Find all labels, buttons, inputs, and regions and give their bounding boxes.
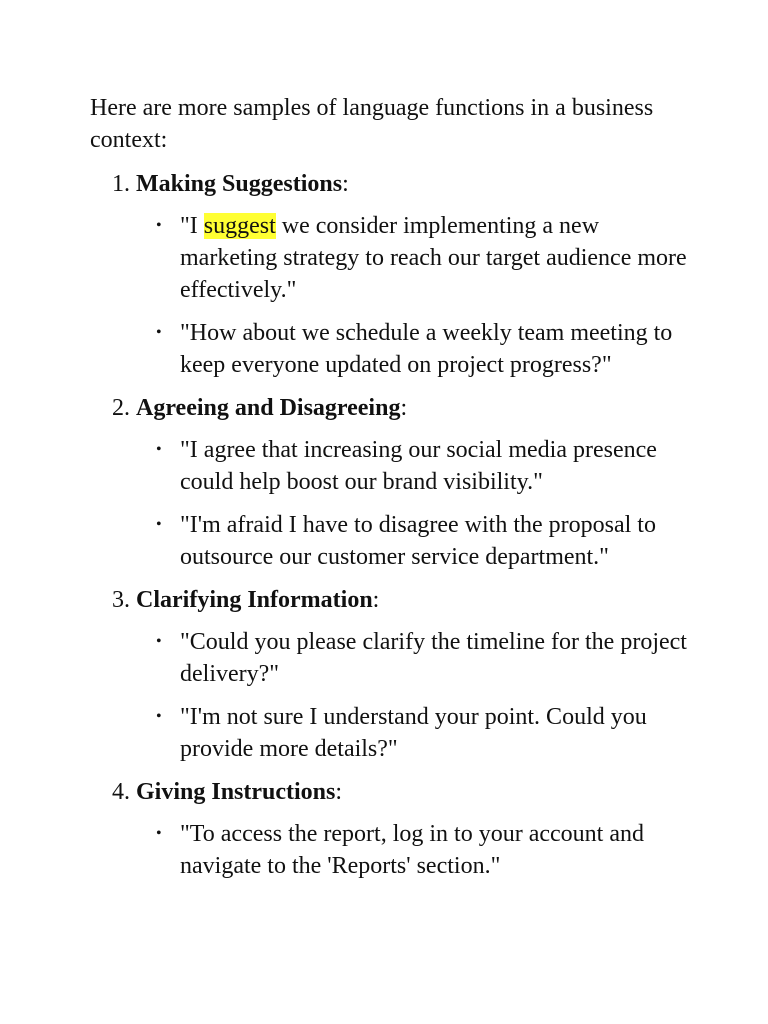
section-heading: [90, 584, 690, 616]
list-item: [90, 818, 690, 882]
list-item: [90, 626, 690, 690]
section-colon: :: [372, 587, 380, 613]
section-number: 3.: [112, 587, 130, 613]
item-text: "I agree that increasing our social media presence could help boost our brand visibility.": [180, 437, 657, 495]
bullet-icon: •: [156, 516, 162, 533]
example-list: [90, 434, 690, 573]
section-colon: :: [335, 779, 343, 805]
list-item: [90, 210, 690, 306]
item-text: "How about we schedule a weekly team meeting to keep everyone updated on project progress?": [180, 320, 673, 378]
section-heading: [90, 776, 690, 808]
item-text: "Could you please clarify the timeline for the project delivery?": [180, 629, 687, 687]
section-title: Clarifying Information: [136, 587, 373, 613]
list-item: [90, 701, 690, 765]
section-heading: [90, 392, 690, 424]
highlighted-word: suggest: [203, 213, 276, 239]
bullet-icon: •: [156, 708, 162, 725]
bullet-icon: •: [156, 217, 162, 234]
section-heading: [90, 168, 690, 200]
section-colon: :: [342, 171, 349, 197]
bullet-icon: •: [156, 441, 162, 458]
item-text: "I'm not sure I understand your point. Could you provide more details?": [180, 704, 647, 762]
document-page: [90, 92, 690, 893]
section-title: Giving Instructions: [136, 779, 336, 805]
example-list: [90, 626, 690, 765]
example-list: [90, 818, 690, 882]
bullet-icon: •: [156, 825, 162, 842]
list-item: [90, 509, 690, 573]
list-item: [90, 317, 690, 381]
section-colon: :: [400, 395, 408, 421]
bullet-icon: •: [156, 324, 162, 341]
section-giving-instructions: [90, 776, 690, 882]
section-title: Making Suggestions: [136, 171, 343, 197]
item-text-after: we consider implementing a new marketing strategy to reach our target audience more effectively.": [180, 213, 687, 303]
section-agreeing-disagreeing: [90, 392, 690, 573]
section-number: 4.: [112, 779, 130, 805]
section-making-suggestions: [90, 168, 690, 381]
list-item: [90, 434, 690, 498]
example-list: [90, 210, 690, 381]
intro-paragraph: Here are more samples of language functions in a business context:: [90, 95, 654, 153]
item-text: "I'm afraid I have to disagree with the proposal to outsource our customer service department.": [180, 512, 656, 570]
item-text-before: "I: [180, 213, 204, 239]
section-number: 2.: [112, 395, 130, 421]
section-title: Agreeing and Disagreeing: [136, 395, 401, 421]
item-text: "To access the report, log in to your account and navigate to the 'Reports' section.": [180, 821, 644, 879]
bullet-icon: •: [156, 633, 162, 650]
section-number: 1.: [112, 171, 130, 197]
section-clarifying-information: [90, 584, 690, 765]
